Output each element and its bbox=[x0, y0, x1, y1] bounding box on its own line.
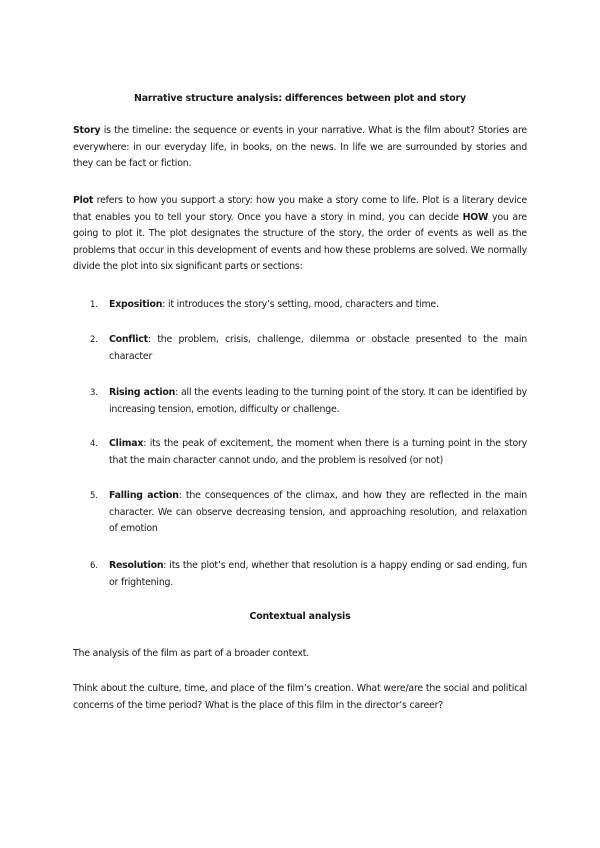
list-number: 6. bbox=[90, 561, 98, 571]
list-term: Falling action bbox=[109, 490, 179, 501]
plot-term: Plot bbox=[73, 195, 94, 206]
list-term: Conflict bbox=[109, 334, 148, 345]
list-number: 4. bbox=[90, 439, 98, 449]
list-number: 1. bbox=[90, 300, 98, 310]
plot-text-a: refers to how you support a story: how you make a story come to life. Plot is a literary device that enables you to tell your story. Once you have a story in mind, you can decide bbox=[73, 195, 527, 223]
list-term: Climax bbox=[109, 438, 144, 449]
list-term: Resolution bbox=[109, 560, 164, 571]
list-text: : its the peak of excitement, the moment when there is a turning point in the story that the main character cannot undo, and the problem is resolved (or not) bbox=[109, 438, 527, 466]
page-title: Narrative structure analysis: differences between plot and story bbox=[134, 93, 466, 104]
list-item bbox=[90, 332, 527, 365]
contextual-paragraph-1: The analysis of the film as part of a broader context. bbox=[73, 648, 310, 659]
contextual-heading: Contextual analysis bbox=[249, 611, 351, 622]
contextual-paragraph-2: Think about the culture, time, and place of the film’s creation. What were/are the social and political concerns of the time period? What is the place of this film in the director’s career? bbox=[73, 683, 527, 711]
list-term: Rising action bbox=[109, 387, 176, 398]
list-item bbox=[90, 558, 527, 591]
list-text: : it introduces the story’s setting, mood, characters and time. bbox=[162, 299, 439, 310]
list-item bbox=[90, 385, 527, 418]
list-number: 5. bbox=[90, 491, 98, 501]
list-text: : the problem, crisis, challenge, dilemma or obstacle presented to the main character bbox=[109, 334, 527, 362]
story-term: Story bbox=[73, 125, 101, 136]
list-text: : its the plot’s end, whether that resolution is a happy ending or sad ending, fun or frightening. bbox=[109, 560, 527, 588]
list-number: 2. bbox=[90, 335, 98, 345]
story-text: is the timeline: the sequence or events in your narrative. What is the film about? Stories are everywhere: in our everyday life, in books, on the news. In life we are surrounded by stories and they can be fact or fiction. bbox=[73, 125, 527, 170]
list-item bbox=[90, 436, 527, 469]
list-text: : the consequences of the climax, and how they are reflected in the main character. We can observe decreasing tension, and approaching resolution, and relaxation of emotion bbox=[109, 490, 527, 535]
list-item bbox=[90, 297, 527, 314]
plot-how: HOW bbox=[462, 211, 489, 223]
plot-text-b: you are going to plot it. The plot designates the structure of the story, the order of events as well as the problems that occur in this development of events and how these problems are solved. We normally divide the plot into six significant parts or sections: bbox=[73, 211, 527, 273]
plot-paragraph bbox=[73, 193, 527, 276]
list-term: Exposition bbox=[109, 299, 163, 310]
story-paragraph bbox=[73, 123, 527, 173]
list-item bbox=[90, 488, 527, 538]
list-number: 3. bbox=[90, 388, 98, 398]
list-text: : all the events leading to the turning point of the story. It can be identified by increasing tension, emotion, difficulty or challenge. bbox=[109, 387, 528, 415]
